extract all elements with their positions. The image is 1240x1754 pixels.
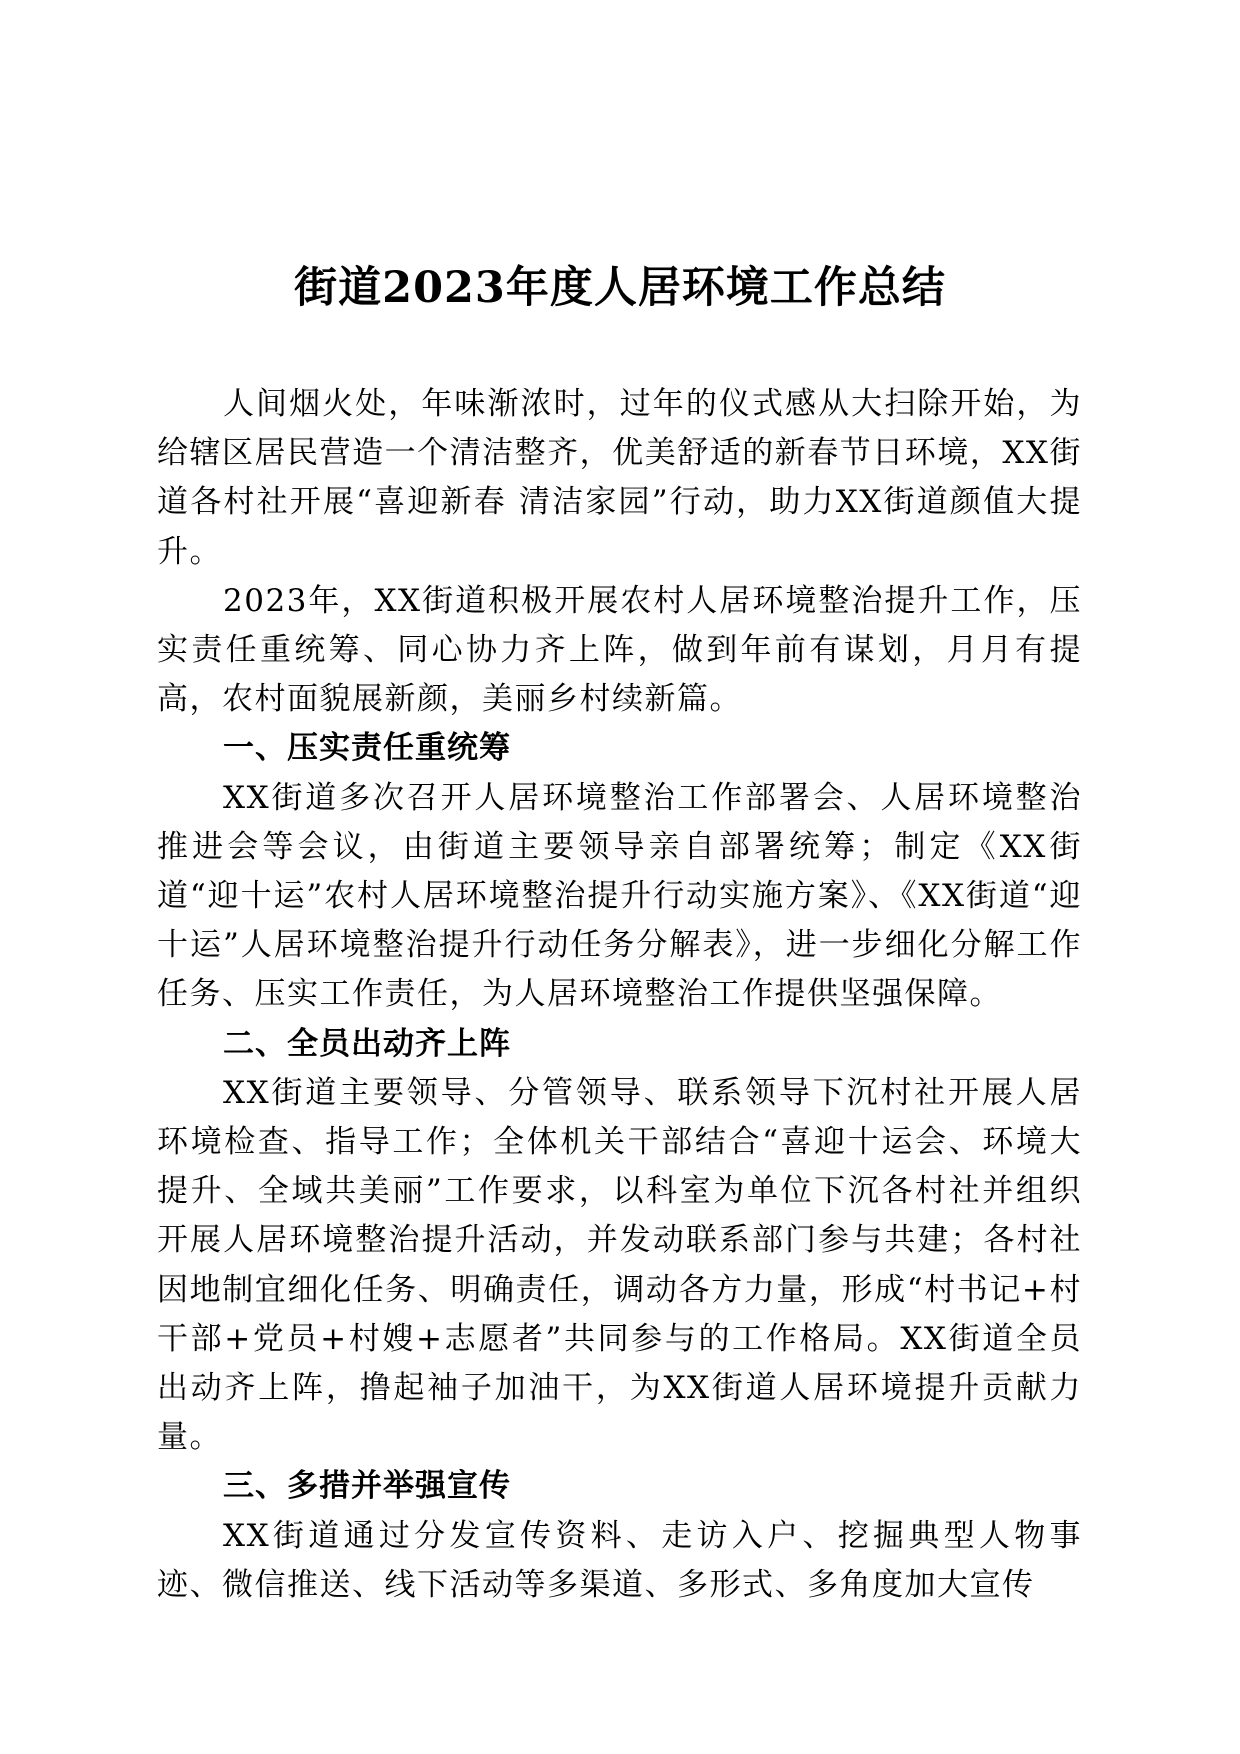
section-paragraph-3: XX街道通过分发宣传资料、走访入户、挖掘典型人物事迹、微信推送、线下活动等多渠道、多形式、多角度加大宣传	[157, 1517, 1082, 1603]
document-body	[157, 380, 1082, 1610]
intro-paragraph-2: 2023年，XX街道积极开展农村人居环境整治提升工作，压实责任重统筹、同心协力齐上阵，做到年前有谋划，月月有提高，农村面貌展新颜，美丽乡村续新篇。	[157, 582, 1082, 718]
section-heading-3: 三、多措并举强宣传	[223, 1468, 511, 1505]
section-heading-1: 一、压实责任重统筹	[223, 730, 511, 767]
section-paragraph-2: XX街道主要领导、分管领导、联系领导下沉村社开展人居环境检查、指导工作；全体机关干部结合“喜迎十运会、环境大提升、全域共美丽”工作要求，以科室为单位下沉各村社并组织开展人居环境整治提升活动，并发动联系部门参与共建；各村社因地制宜细化任务、明确责任，调动各方力量，形成“村书记+村干部+党员+村嫂+志愿者”共同参与的工作格局。XX街道全员出动齐上阵，撸起袖子加油干，为XX街道人居环境提升贡献力量。	[157, 1074, 1082, 1456]
section-paragraph-1: XX街道多次召开人居环境整治工作部署会、人居环境整治推进会等会议，由街道主要领导亲自部署统筹；制定《XX街道“迎十运”农村人居环境整治提升行动实施方案》、《XX街道“迎十运”人居环境整治提升行动任务分解表》，进一步细化分解工作任务、压实工作责任，为人居环境整治工作提供坚强保障。	[157, 779, 1082, 1013]
intro-paragraph-1: 人间烟火处，年味渐浓时，过年的仪式感从大扫除开始，为给辖区居民营造一个清洁整齐，优美舒适的新春节日环境，XX街道各村社开展“喜迎新春 清洁家园”行动，助力XX街道颜值大提升。	[157, 386, 1082, 570]
section-heading-2: 二、全员出动齐上阵	[223, 1025, 511, 1062]
document-title: 街道2023年度人居环境工作总结	[294, 263, 946, 313]
